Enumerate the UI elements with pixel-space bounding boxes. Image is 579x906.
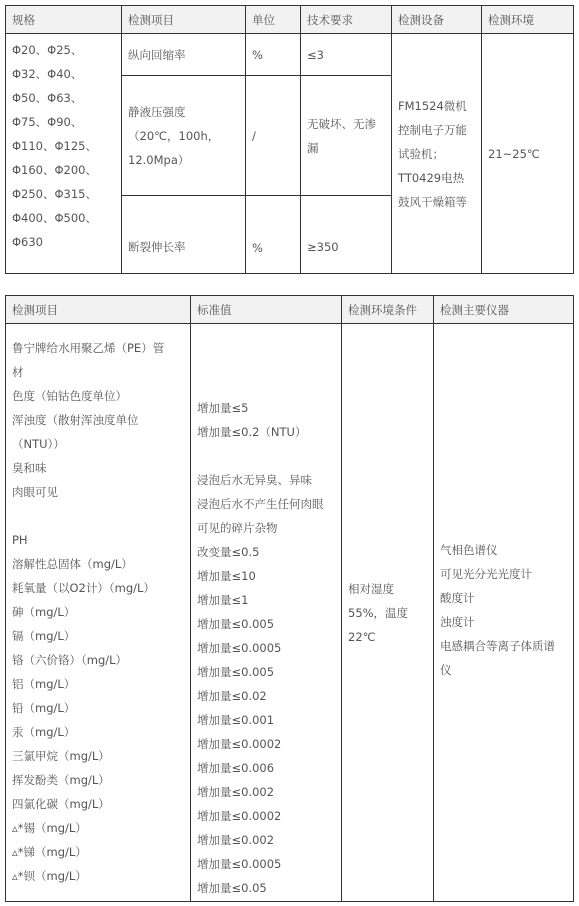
instrument-line: 酸度计: [440, 590, 475, 605]
standard-line: 增加量≤1: [197, 593, 249, 607]
item-line: 12.0Mpa）: [128, 152, 190, 167]
header-test-item: 检测项目: [122, 6, 246, 34]
item-line: ▵*锑（mg/L）: [12, 845, 87, 859]
item-line: [12, 504, 184, 528]
equipment-line: TT0429电热: [398, 170, 465, 185]
header-test-item: 检测项目: [6, 296, 191, 324]
item-line: 浑浊度（散射浑浊度单位: [12, 413, 139, 427]
standard-line: 增加量≤0.0005: [197, 641, 282, 655]
item-line: （20℃，100h，: [128, 128, 220, 143]
item-cell: [122, 34, 246, 76]
standard-line: 增加量≤0.0005: [197, 857, 282, 871]
item-line: 汞（mg/L）: [12, 725, 76, 739]
spec-line: Φ400、Φ500、: [12, 211, 98, 225]
standard-line: 增加量≤0.02: [197, 689, 267, 703]
standard-line: 浸泡后水无异臭、异味: [197, 473, 312, 487]
item-line: ▵*钡（mg/L）: [12, 869, 87, 883]
standard-line: 增加量≤0.002: [197, 785, 275, 799]
environment-line: 22℃: [348, 629, 376, 644]
table2-row: [6, 324, 574, 902]
header-environment: 检测环境: [482, 6, 574, 34]
unit-cell: %: [246, 196, 301, 274]
table2-header-row: [6, 296, 574, 324]
item-line: ▵*锡（mg/L）: [12, 821, 87, 835]
standard-line: 增加量≤0.2（NTU）: [197, 425, 307, 439]
standard-line: 增加量≤0.05: [197, 881, 267, 895]
spec-line: Φ32、Φ40、: [12, 67, 83, 81]
item-line: 铅（mg/L）: [12, 701, 76, 715]
item-line: 溶解性总固体（mg/L）: [12, 557, 133, 571]
item-line: 鲁宁牌给水用聚乙烯（PE）管: [12, 341, 165, 355]
unit-cell: %: [246, 34, 301, 76]
item-line: 材: [12, 365, 24, 379]
item-line: 色度（铂钴色度单位）: [12, 389, 127, 403]
standard-line: 增加量≤0.006: [197, 761, 275, 775]
equipment-line: 控制电子万能: [398, 122, 467, 137]
item-line: 静液压强度: [128, 104, 186, 119]
spec-line: Φ75、Φ90、: [12, 115, 83, 129]
item-line: 挥发酚类（mg/L）: [12, 773, 110, 787]
standard-line: 增加量≤0.005: [197, 665, 275, 679]
header-main-instruments: 检测主要仪器: [434, 296, 574, 324]
spec-cell: [6, 34, 122, 274]
standard-values-cell: [191, 324, 342, 902]
item-line: 断裂伸长率: [128, 240, 186, 254]
standard-line: 增加量≤0.005: [197, 617, 275, 631]
standard-line: 增加量≤0.0002: [197, 737, 282, 751]
standard-line: 浸泡后水不产生任何肉眼: [197, 497, 324, 511]
standard-line: [197, 444, 335, 468]
standard-line: 增加量≤0.001: [197, 713, 275, 727]
item-line: 耗氧量（以O2计）（mg/L）: [12, 581, 155, 595]
unit-cell: /: [246, 76, 301, 196]
water-quality-table: [5, 295, 574, 902]
item-line: PH: [12, 533, 28, 547]
standard-line: 增加量≤10: [197, 569, 256, 583]
equipment-cell: [392, 34, 482, 274]
item-line: 镉（mg/L）: [12, 629, 76, 643]
instrument-line: 浊度计: [440, 614, 475, 629]
item-line: 铬（六价铬）（mg/L）: [12, 653, 128, 667]
item-line: 砷（mg/L）: [12, 605, 76, 619]
items-cell: [6, 324, 191, 902]
instrument-line: 电感耦合等离子体质谱: [440, 638, 555, 653]
item-line: 臭和味: [12, 461, 47, 475]
spec-line: Φ110、Φ125、: [12, 139, 98, 153]
standard-line: 增加量≤0.0002: [197, 809, 282, 823]
environment-line: 55%，温度: [348, 605, 409, 620]
header-unit: 单位: [246, 6, 301, 34]
requirement-line: ≤3: [307, 47, 324, 62]
standard-line: 改变量≤0.5: [197, 545, 260, 559]
spec-line: Φ50、Φ63、: [12, 91, 83, 105]
spec-line: Φ630: [12, 235, 44, 249]
item-line: 铝（mg/L）: [12, 677, 76, 691]
table1-header-row: [6, 6, 574, 34]
instrument-line: 可见光分光光度计: [440, 566, 532, 581]
header-environment-conditions: 检测环境条件: [342, 296, 434, 324]
requirement-cell: [301, 196, 392, 274]
environment-cell: 21~25℃: [482, 34, 574, 274]
item-line: 三氯甲烷（mg/L）: [12, 749, 110, 763]
item-cell: [122, 196, 246, 274]
instruments-cell: [434, 324, 574, 902]
instrument-line: 仪: [440, 662, 452, 677]
equipment-line: FM1524微机: [398, 98, 467, 113]
spec-line: Φ20、Φ25、: [12, 43, 83, 57]
standard-line: 增加量≤5: [197, 401, 249, 415]
requirement-line: 漏: [307, 140, 319, 155]
requirement-cell: [301, 34, 392, 76]
table1-row: [6, 34, 574, 76]
item-line: 四氯化碳（mg/L）: [12, 797, 110, 811]
environment-line: 相对湿度: [348, 581, 394, 596]
requirement-cell: [301, 76, 392, 196]
spec-line: Φ250、Φ315、: [12, 187, 98, 201]
item-cell: [122, 76, 246, 196]
header-spec: 规格: [6, 6, 122, 34]
requirement-line: 无破坏、无渗: [307, 116, 376, 131]
standard-line: 可见的碎片杂物: [197, 521, 278, 535]
instrument-line: 气相色谱仪: [440, 542, 498, 557]
header-standard-value: 标准值: [191, 296, 342, 324]
spec-line: Φ160、Φ200、: [12, 163, 98, 177]
specification-table: [5, 5, 574, 274]
item-line: （NTU））: [12, 437, 65, 451]
requirement-line: ≥350: [307, 240, 339, 254]
equipment-line: 试验机；: [398, 146, 444, 161]
item-line: 纵向回缩率: [128, 47, 186, 62]
header-equipment: 检测设备: [392, 6, 482, 34]
equipment-line: 鼓风干燥箱等: [398, 194, 467, 209]
header-requirement: 技术要求: [301, 6, 392, 34]
standard-line: 增加量≤0.002: [197, 833, 275, 847]
environment-conditions-cell: [342, 324, 434, 902]
item-line: 肉眼可见: [12, 485, 58, 499]
